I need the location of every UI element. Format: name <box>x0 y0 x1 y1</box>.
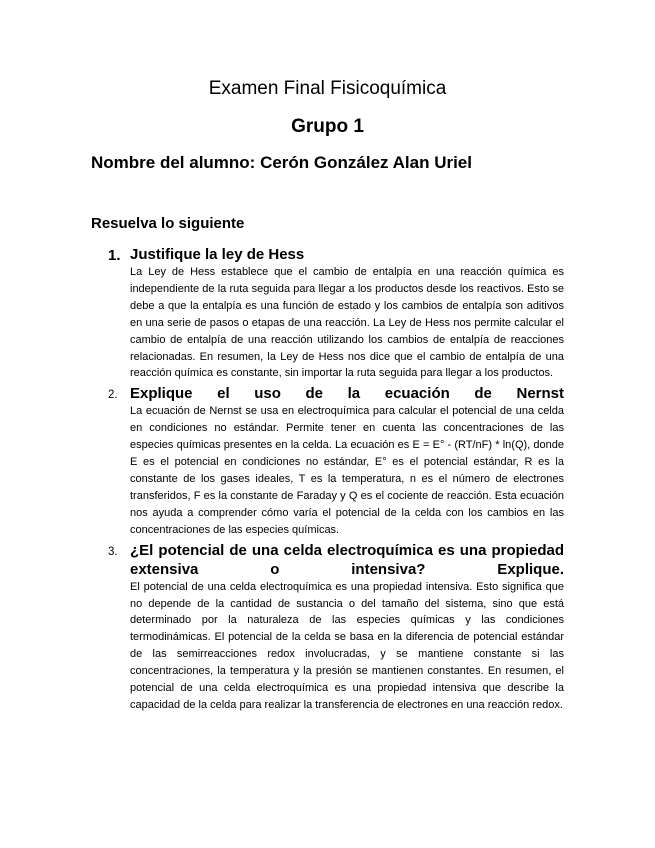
question-item <box>108 541 564 714</box>
question-text: Justifique la ley de Hess <box>130 246 305 263</box>
question-item <box>108 384 564 538</box>
answer-text: La Ley de Hess establece que el cambio de entalpía en una reacción química es independiente de la ruta seguida para llegar a los productos desde los reactivos. Esto se debe a que la entalpía es una función de estado y los cambios de entalpía son aditivos en una serie de pasos o etapas de una reacción. La Ley de Hess nos permite calcular el cambio de entalpía de una reacción utilizando los cambios de entalpía de reacciones relacionadas. En resumen, la Ley de Hess nos dice que el cambio de entalpía de una reacción química es constante, sin importar la ruta seguida para llegar a los productos. <box>130 266 564 380</box>
document-title: Examen Final Fisicoquímica <box>208 78 447 99</box>
question-number: 3. <box>108 545 118 558</box>
question-number: 2. <box>108 389 118 402</box>
question-number: 1. <box>108 247 121 264</box>
answer-text: La ecuación de Nernst se usa en electroquímica para calcular el potencial de una celda en condiciones no estándar. Permite tener en cuenta las concentraciones de las especies químicas presentes en la celda. La ecuación es E = E° - (RT/nF) * ln(Q), donde E es el potencial en condiciones no estándar, E° es el potencial estándar, R es la constante de los gases ideales, T es la temperatura, n es el número de electrones transferidos, F es la constante de Faraday y Q es el cociente de reacción. Esta ecuación nos ayuda a comprender cómo varía el potencial de la celda con los cambios en las concentraciones de las especies químicas. <box>130 405 564 536</box>
question-item <box>108 245 564 382</box>
student-name: Nombre del alumno: Cerón González Alan Uriel <box>91 153 472 172</box>
section-heading: Resuelva lo siguiente <box>91 215 245 232</box>
question-list <box>108 245 564 716</box>
question-text: Explique el uso de la ecuación de Nernst <box>130 385 564 403</box>
group-heading: Grupo 1 <box>291 116 364 137</box>
answer-text: El potencial de una celda electroquímica es una propiedad intensiva. Esto significa que no depende de la cantidad de sustancia o del tamaño del sistema, sino que está determinado por la naturaleza de las especies químicas y las condiciones termodinámicas. El potencial de la celda se basa en la diferencia de potencial estándar de las semirreacciones redox involucradas, y se mantiene constante si las concentraciones, la temperatura y la presión se mantienen constantes. En resumen, el potencial de una celda electroquímica es una propiedad intensiva que describe la capacidad de la celda para realizar la transferencia de electrones en una reacción redox. <box>130 580 564 711</box>
question-text: ¿El potencial de una celda electroquímica es una propiedad extensiva o intensiva? Explique. <box>130 541 564 578</box>
